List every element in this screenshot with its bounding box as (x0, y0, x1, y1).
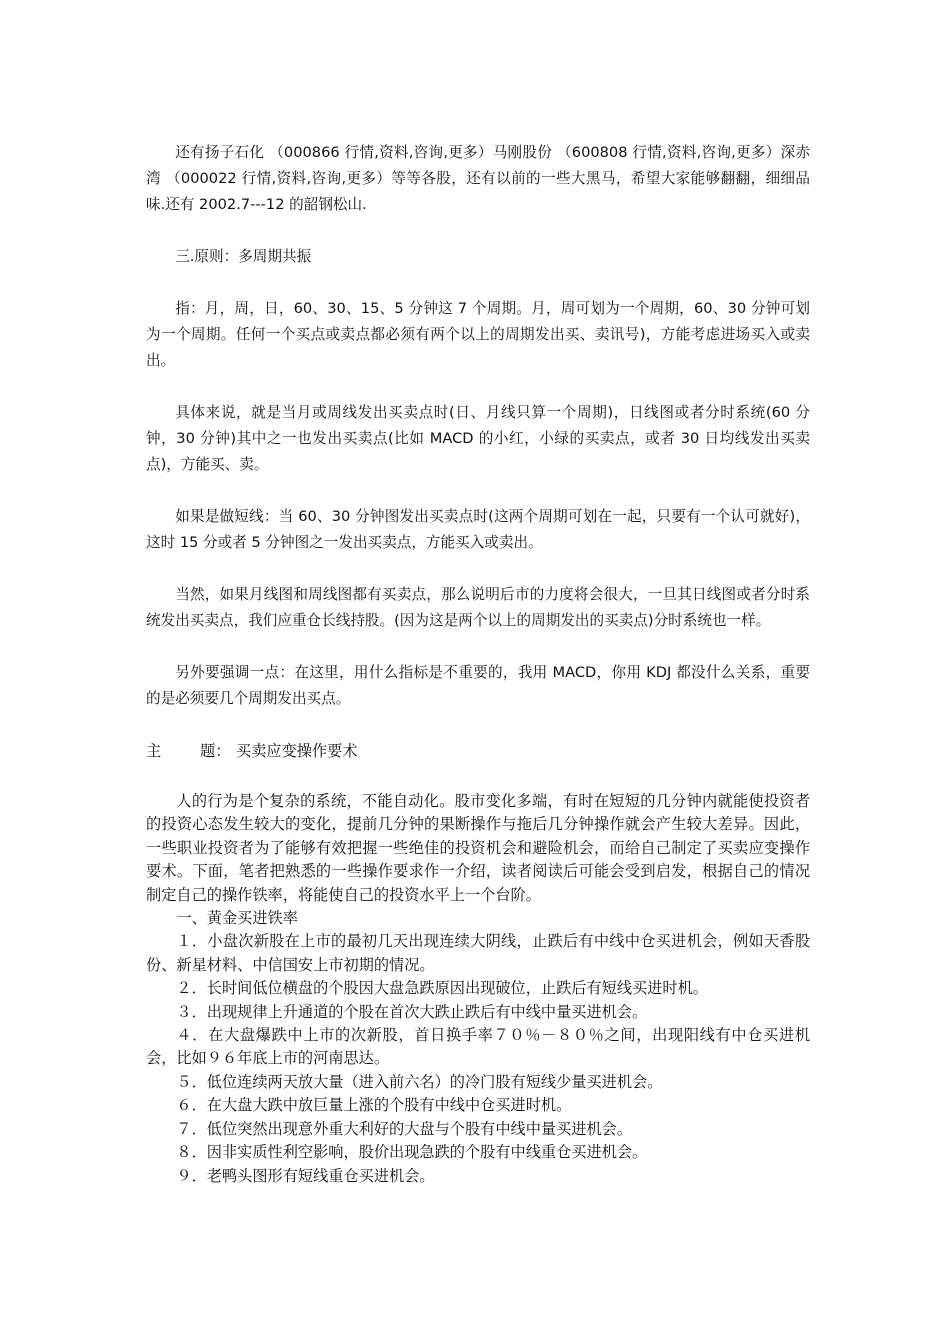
paragraph-principle-heading: 三.原则：多周期共振 (175, 248, 312, 265)
list-item: ５．低位连续两天放大量（进入前六名）的冷门股有短线少量买进机会。 (176, 1072, 663, 1091)
subject-label-b: 题： (200, 742, 231, 760)
list-item: ６．在大盘大跌中放巨量上涨的个股有中线中仓买进时机。 (176, 1096, 572, 1115)
document-page (146, 140, 810, 1188)
list-item: ７．低位突然出现意外重大利好的大盘与个股有中线中量买进机会。 (176, 1119, 633, 1138)
paragraph-short-term: 如果是做短线：当 60、30 分钟图发出买卖点时(这两个周期可划在一起，只要有一个认可就好)，这时 15 分或者 5 分钟图之一发出买卖点，方能买入或卖出。 (146, 508, 810, 551)
paragraph-indicator: 另外要强调一点：在这里，用什么指标是不重要的，我用 MACD，你用 KDJ 都没什么关系，重要的是必须要几个周期发出买点。 (146, 664, 810, 707)
list-item: ３．出现规律上升通道的个股在首次大跌止跌后有中线中量买进机会。 (176, 1002, 648, 1021)
list-item: ８．因非实质性利空影响，股价出现急跌的个股有中线重仓买进机会。 (176, 1143, 648, 1162)
subject-label-a: 主 (146, 742, 162, 760)
subject-title: 买卖应变操作要术 (236, 742, 358, 760)
intro-paragraph: 人的行为是个复杂的系统，不能自动化。股市变化多端，有时在短短的几分钟内就能使投资者的投资心态发生较大的变化，提前几分钟的果断操作与拖后几分钟操作就会产生较大差异。因此，一些职业投资者为了能够有效把握一些绝佳的投资机会和避险机会，而给自己制定了买卖应变操作要术。下面，笔者把熟悉的一些操作要求作一介绍，读者阅读后可能会受到启发，根据自己的情况制定自己的操作铁率，将能使自己的投资水平上一个台阶。 (146, 792, 810, 904)
section-title: 一、黄金买进铁率 (176, 909, 298, 928)
paragraph-detail: 具体来说，就是当月或周线发出买卖点时(日、月线只算一个周期)，日线图或者分时系统(60 分钟，30 分钟)其中之一也发出买卖点(比如 MACD 的小红，小绿的买卖点，或者 30 日均线发出买卖点)，方能买、卖。 (146, 404, 810, 473)
list-item: ４．在大盘爆跌中上市的次新股，首日换手率７０％－８０％之间，出现阳线有中仓买进机会，比如９６年底上市的河南思达。 (146, 1026, 810, 1068)
paragraph-monthly-weekly: 当然，如果月线图和周线图都有买卖点，那么说明后市的力度将会很大，一旦其日线图或者分时系统发出买卖点，我们应重仓长线持股。(因为这是两个以上的周期发出的买卖点)分时系统也一样。 (146, 586, 810, 629)
paragraph-periods: 指：月，周，日，60、30、15、5 分钟这 7 个周期。月，周可划为一个周期，60、30 分钟可划为一个周期。任何一个买点或卖点都必须有两个以上的周期发出买、卖讯号)，方能考虑进场买入或卖出。 (146, 300, 810, 369)
list-item: ２．长时间低位横盘的个股因大盘急跌原因出现破位，止跌后有短线买进时机。 (176, 979, 708, 998)
list-item: ９．老鸭头图形有短线重仓买进机会。 (176, 1166, 435, 1185)
paragraph-stocks: 还有扬子石化 （000866 行情,资料,咨询,更多）马刚股份 （600808 行情,资料,咨询,更多）深赤湾 （000022 行情,资料,咨询,更多）等等各股，还有以前的一些大黑马，希望大家能够翻翻，细细品味.还有 2002.7---12 的韶钢松山. (146, 144, 810, 213)
rules-list (146, 930, 810, 1187)
subject-line (146, 738, 810, 764)
list-item: １．小盘次新股在上市的最初几天出现连续大阴线，止跌后有中线中仓买进机会，例如天香股份、新星材料、中信国安上市初期的情况。 (146, 932, 810, 974)
